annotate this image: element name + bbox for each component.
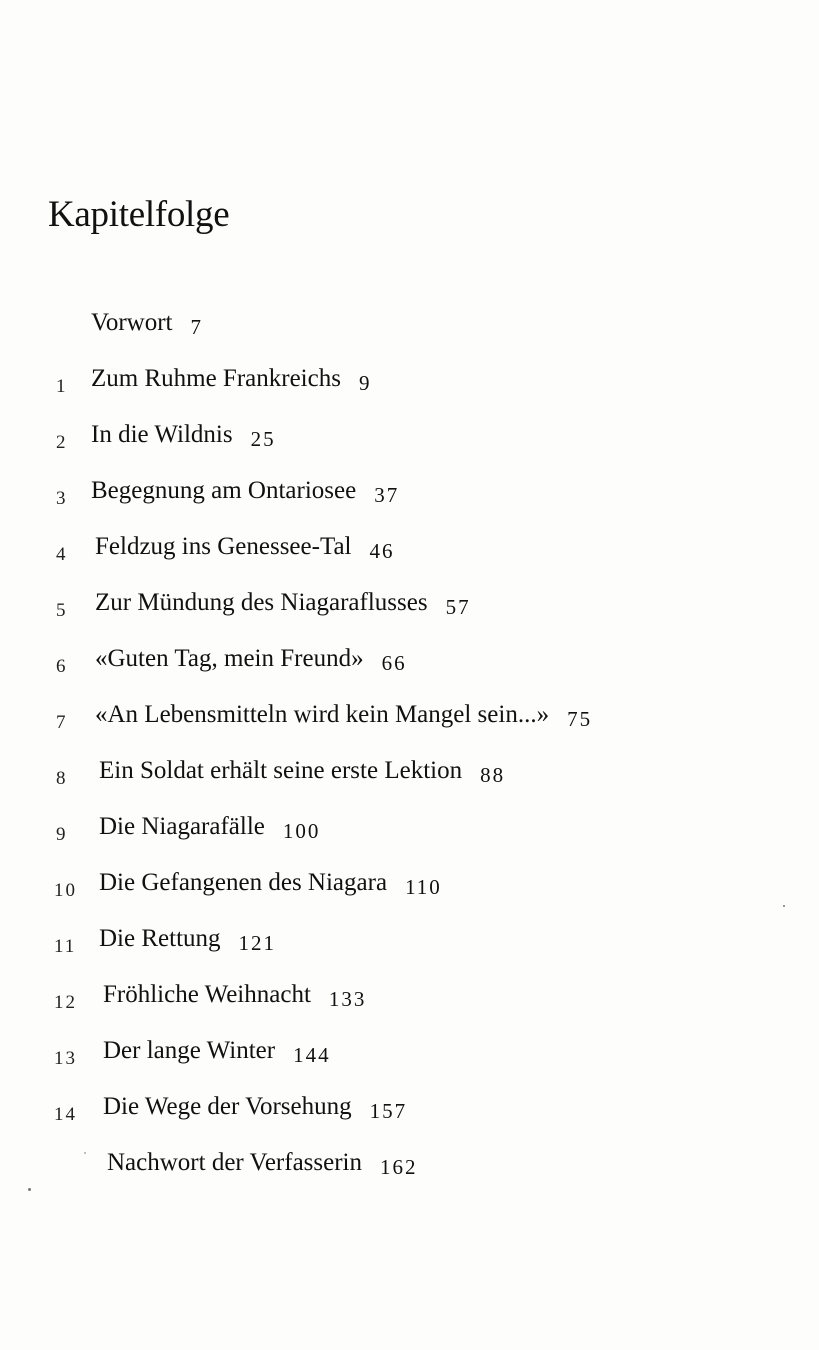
toc-entry-page: 121 (238, 931, 277, 955)
toc-entry-title: Zur Mündung des Niagaraflusses (95, 589, 428, 616)
toc-entry-page: 25 (250, 427, 276, 451)
toc-entry-title: «An Lebensmitteln wird kein Mangel sein...» (95, 701, 550, 728)
toc-entry-number: 4 (56, 544, 68, 565)
toc-entry-chapter-4 (48, 519, 819, 575)
toc-entry-chapter-9 (48, 799, 819, 855)
toc-entry-title: Der lange Winter (103, 1037, 276, 1064)
toc-entry-title: Nachwort der Verfasserin (107, 1149, 362, 1176)
toc-entry-chapter-10 (48, 855, 819, 911)
toc-entry-text (99, 799, 320, 855)
toc-entry-page: 157 (369, 1099, 408, 1123)
toc-entry-text (103, 967, 366, 1023)
toc-entry-text (99, 911, 276, 967)
toc-entry-title: Ein Soldat erhält seine erste Lektion (99, 757, 463, 784)
toc-entry-page: 162 (380, 1155, 418, 1179)
toc-entry-text (95, 687, 592, 743)
toc-entry-text (91, 351, 371, 407)
toc-entry-page: 110 (405, 875, 442, 899)
toc-entry-number: 3 (56, 488, 68, 509)
scan-speck (28, 1188, 31, 1191)
toc-entry-page: 9 (358, 371, 372, 395)
scan-speck (84, 1152, 86, 1154)
toc-entry-chapter-14 (48, 1079, 819, 1135)
toc-entry-number: 14 (54, 1104, 77, 1125)
toc-title: Kapitelfolge (48, 194, 230, 235)
toc-entry-chapter-2 (48, 407, 819, 463)
toc-entry-title: «Guten Tag, mein Freund» (95, 645, 364, 672)
toc-entry-chapter-11 (48, 911, 819, 967)
toc-entry-afterword (48, 1135, 819, 1191)
toc-entry-chapter-7 (48, 687, 819, 743)
toc-entry-number: 10 (54, 880, 77, 901)
toc-entry-number: 6 (56, 656, 68, 677)
toc-entry-text (95, 575, 471, 631)
toc-entry-text (99, 743, 505, 799)
toc-entry-page: 88 (480, 763, 506, 787)
toc-entry-page: 46 (369, 539, 395, 563)
toc-entry-number: 11 (54, 936, 77, 957)
toc-entry-title: In die Wildnis (91, 421, 233, 448)
toc-entry-chapter-12 (48, 967, 819, 1023)
toc-entry-number: 12 (54, 992, 77, 1013)
toc-entry-text (107, 1135, 418, 1191)
toc-entry-page: 66 (381, 651, 407, 675)
toc-entry-chapter-1 (48, 351, 819, 407)
toc-entry-page: 7 (190, 315, 203, 339)
toc-entry-page: 75 (567, 707, 593, 731)
toc-entry-text (103, 1023, 331, 1079)
toc-entry-title: Zum Ruhme Frankreichs (91, 365, 341, 392)
toc-entry-text (103, 1079, 407, 1135)
toc-entry-title: Begegnung am Ontariosee (91, 477, 357, 504)
toc-entry-title: Die Rettung (99, 925, 221, 952)
toc-entry-number: 1 (56, 376, 68, 397)
toc-entry-number: 8 (56, 768, 68, 789)
toc-entry-number: 5 (56, 600, 68, 621)
toc-list (48, 295, 819, 1191)
toc-entry-number: 2 (56, 432, 68, 453)
toc-entry-page: 37 (374, 483, 400, 507)
toc-entry-text (99, 855, 442, 911)
toc-entry-title: Die Niagarafälle (99, 813, 265, 840)
toc-entry-text (91, 407, 276, 463)
toc-entry-foreword (48, 295, 819, 351)
toc-entry-chapter-3 (48, 463, 819, 519)
toc-entry-chapter-5 (48, 575, 819, 631)
toc-entry-page: 57 (445, 595, 471, 619)
toc-entry-chapter-13 (48, 1023, 819, 1079)
toc-entry-number: 7 (56, 712, 68, 733)
toc-entry-title: Feldzug ins Genessee-Tal (95, 533, 352, 560)
toc-entry-text (95, 519, 395, 575)
toc-entry-page: 144 (293, 1043, 331, 1067)
toc-entry-text (95, 631, 407, 687)
scan-speck (783, 905, 785, 907)
toc-entry-title: Die Wege der Vorsehung (103, 1093, 352, 1120)
toc-entry-text (91, 463, 399, 519)
toc-entry-page: 100 (282, 819, 321, 843)
toc-entry-page: 133 (328, 987, 367, 1011)
toc-entry-title: Vorwort (91, 309, 173, 336)
toc-entry-title: Die Gefangenen des Niagara (99, 869, 388, 896)
toc-entry-text (91, 295, 203, 351)
toc-entry-chapter-8 (48, 743, 819, 799)
toc-entry-number: 13 (54, 1048, 77, 1069)
toc-entry-title: Fröhliche Weihnacht (103, 981, 311, 1008)
toc-entry-chapter-6 (48, 631, 819, 687)
toc-entry-number: 9 (56, 824, 68, 845)
